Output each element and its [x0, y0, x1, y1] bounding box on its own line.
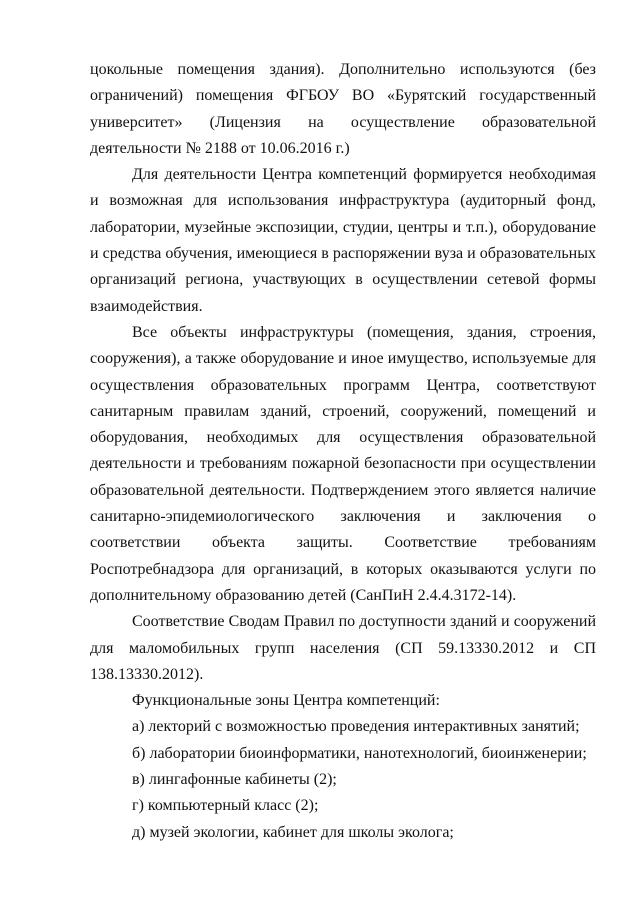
paragraph-continuation: цокольные помещения здания). Дополнительно используются (без ограничений) помещения ФГБОУ ВО «Бурятский государственный университет» (Лицензия на осуществление образовательной деятельности № 2188 от 10.06.2016 г.): [90, 61, 596, 157]
paragraph-zones-heading: Функциональные зоны Центра компетенций:: [132, 692, 440, 710]
list-item: в) лингафонные кабинеты (2);: [132, 771, 337, 789]
list-item: д) музей экологии, кабинет для школы эколога;: [132, 823, 454, 841]
paragraph-compliance: Все объекты инфраструктуры (помещения, здания, строения, сооружения), а также оборудование и иное имущество, используемые для осуществления образовательных программ Центра, соответствуют санитарным правилам зданий, строений, сооружений, помещений и оборудования, необходимых для осуществления образовательной деятельности и требованиям пожарной безопасности при осуществлении образовательной деятельности. Подтверждением этого является наличие санитарно-эпидемиологического заключения и заключения о соответствии объекта защиты. Соответствие требованиям Роспотребнадзора для организаций, в которых оказываются услуги по дополнительному образованию детей (СанПиН 2.4.4.3172-14).: [90, 323, 596, 604]
paragraph-accessibility: Соответствие Сводам Правил по доступности зданий и сооружений для маломобильных групп населения (СП 59.13330.2012 и СП 138.13330.2012).: [90, 613, 596, 683]
list-item: а) лекторий с возможностью проведения интерактивных занятий;: [132, 718, 580, 736]
list-item: б) лаборатории биоинформатики, нанотехнологий, биоинженерии;: [132, 744, 587, 762]
list-item: г) компьютерный класс (2);: [132, 797, 319, 815]
paragraph-infrastructure: Для деятельности Центра компетенций формируется необходимая и возможная для использования инфраструктура (аудиторный фонд, лаборатории, музейные экспозиции, студии, центры и т.п.), оборудование и средства обучения, имеющиеся в распоряжении вуза и образовательных организаций региона, участвующих в осуществлении сетевой формы взаимодействия.: [90, 166, 596, 315]
document-page: [90, 57, 596, 846]
